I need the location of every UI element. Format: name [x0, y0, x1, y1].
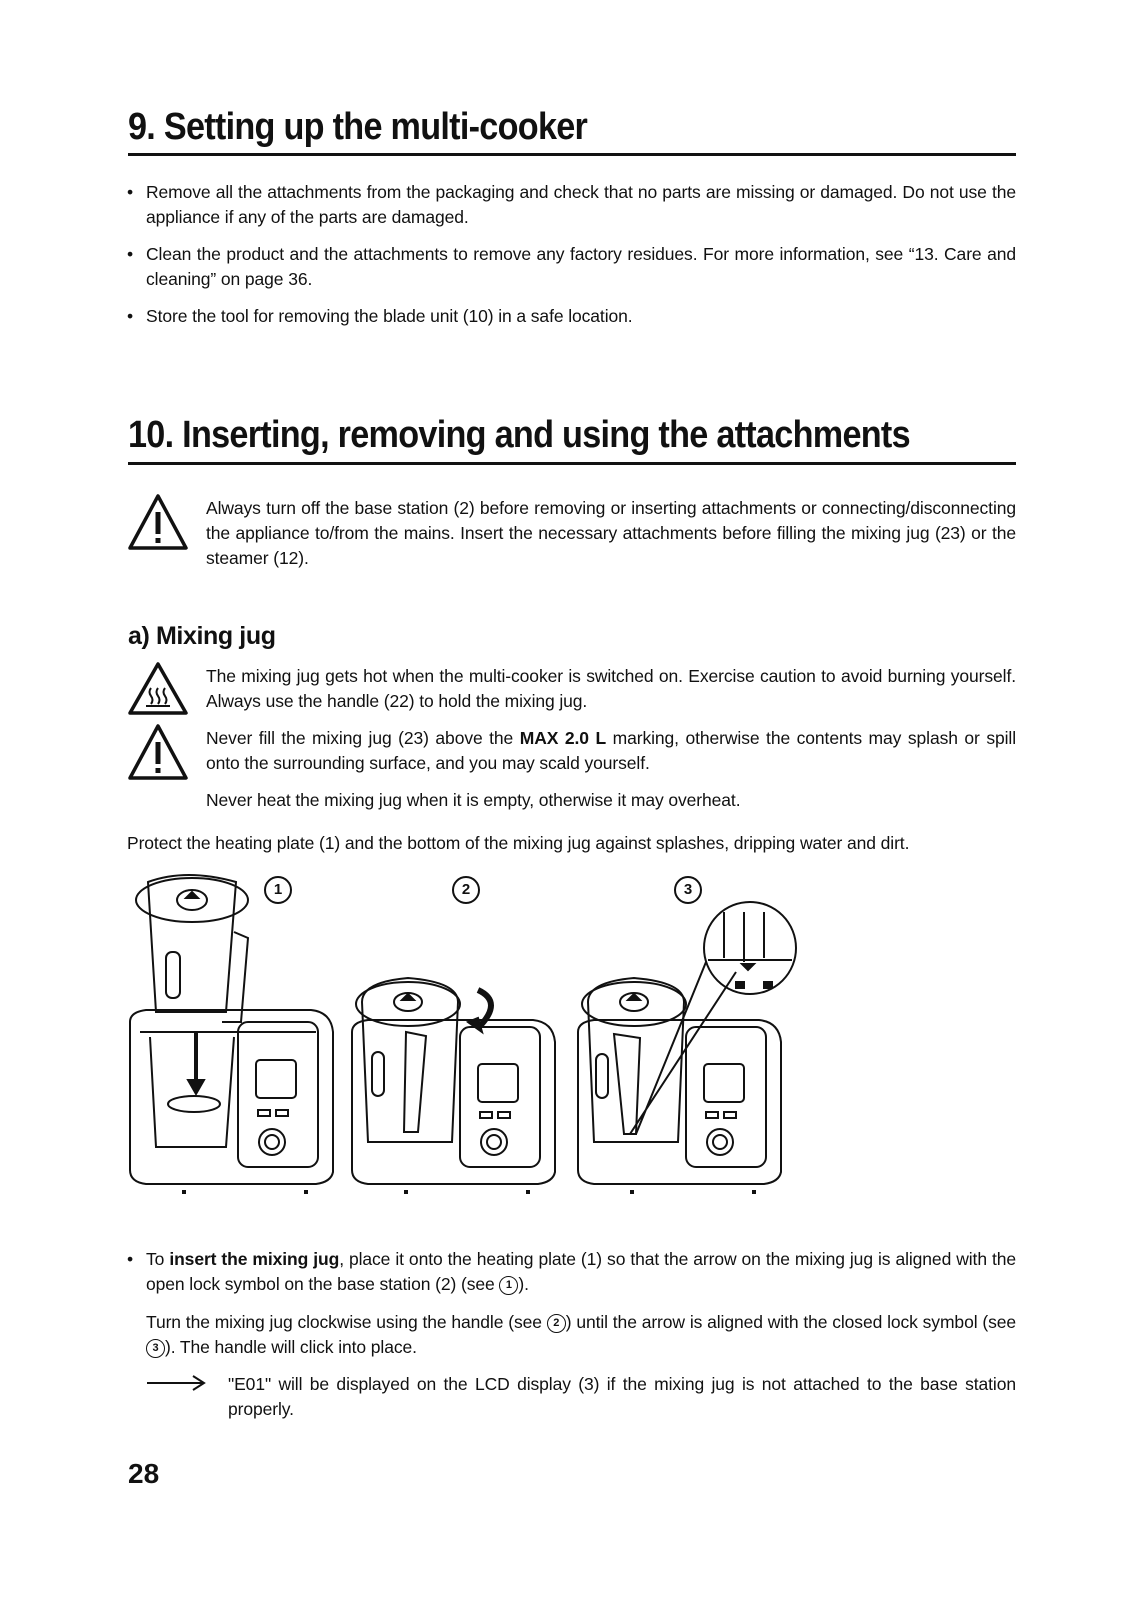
- bullet-dot: •: [127, 182, 134, 202]
- mixing-jug-heading: a) Mixing jug: [128, 622, 276, 650]
- fill-warning-text: Never fill the mixing jug (23) above the: [206, 728, 520, 748]
- step-ref-3: 3: [146, 1339, 165, 1358]
- max-marking: MAX 2.0 L: [519, 728, 607, 748]
- fill-level-warning: [206, 726, 1016, 776]
- section-9-bullet-3: Store the tool for removing the blade unit (10) in a safe location.: [146, 306, 633, 326]
- section-9-rule: [128, 153, 1016, 156]
- page-number: 28: [128, 1458, 160, 1489]
- section-10-title: 10. Inserting, removing and using the attachments: [128, 414, 910, 456]
- step-1-label: 1: [264, 876, 292, 904]
- section-10-rule: [128, 462, 1016, 465]
- machine-step-3-illustration: [578, 902, 796, 1194]
- hot-surface-warning-icon: [126, 660, 190, 718]
- machine-step-1-illustration: [130, 875, 333, 1194]
- turn-text: ). The handle will click into place.: [165, 1337, 417, 1357]
- section-10-warning: Always turn off the base station (2) before removing or inserting attachments or connecting/disconnecting the appliance to/from the mains. Insert the necessary attachments before filling the mixing jug (23) or the steamer (12).: [206, 498, 1016, 568]
- fill-warning-text: marking, otherwise the contents may splash or spill onto the surrounding surface, and you may scald yourself.: [206, 728, 1016, 773]
- protect-note: Protect the heating plate (1) and the bottom of the mixing jug against splashes, dripping water and dirt.: [127, 833, 910, 853]
- arrow-right-icon: [145, 1373, 207, 1393]
- bullet-dot: •: [127, 244, 134, 264]
- insert-text: , place it onto the heating plate (1) so that the arrow on the mixing jug is aligned with the open lock symbol on the base station (2) (see: [146, 1249, 1017, 1294]
- hot-jug-warning: The mixing jug gets hot when the multi-cooker is switched on. Exercise caution to avoid burning yourself. Always use the handle (22) to hold the mixing jug.: [206, 666, 1016, 711]
- bullet-dot: •: [127, 1249, 134, 1269]
- step-ref-1: 1: [499, 1276, 518, 1295]
- insert-bold: insert the mixing jug: [169, 1249, 340, 1269]
- empty-jug-warning: Never heat the mixing jug when it is empty, otherwise it may overheat.: [206, 790, 741, 810]
- warning-triangle-icon: [126, 492, 190, 554]
- insert-text: ).: [518, 1274, 529, 1294]
- bullet-dot: •: [127, 306, 134, 326]
- turn-jug-instruction: [146, 1310, 1016, 1360]
- e01-note: "E01" will be displayed on the LCD display (3) if the mixing jug is not attached to the base station properly.: [228, 1374, 1016, 1419]
- warning-triangle-icon: [126, 722, 190, 784]
- section-9-bullet-2: Clean the product and the attachments to remove any factory residues. For more information, see “13. Care and cleaning” on page 36.: [146, 244, 1016, 289]
- section-9-title: 9. Setting up the multi-cooker: [128, 106, 588, 148]
- insert-jug-instruction: [146, 1247, 1016, 1297]
- mixing-jug-installation-figure: [126, 872, 826, 1202]
- step-ref-2: 2: [547, 1314, 566, 1333]
- turn-text: Turn the mixing jug clockwise using the handle (see: [146, 1312, 547, 1332]
- insert-text: To: [146, 1249, 170, 1269]
- turn-text: ) until the arrow is aligned with the closed lock symbol (see: [565, 1312, 1017, 1332]
- step-2-label: 2: [452, 876, 480, 904]
- machine-step-2-illustration: [352, 978, 555, 1194]
- step-3-label: 3: [674, 876, 702, 904]
- section-9-bullet-1: Remove all the attachments from the packaging and check that no parts are missing or damaged. Do not use the appliance if any of the parts are damaged.: [146, 182, 1016, 227]
